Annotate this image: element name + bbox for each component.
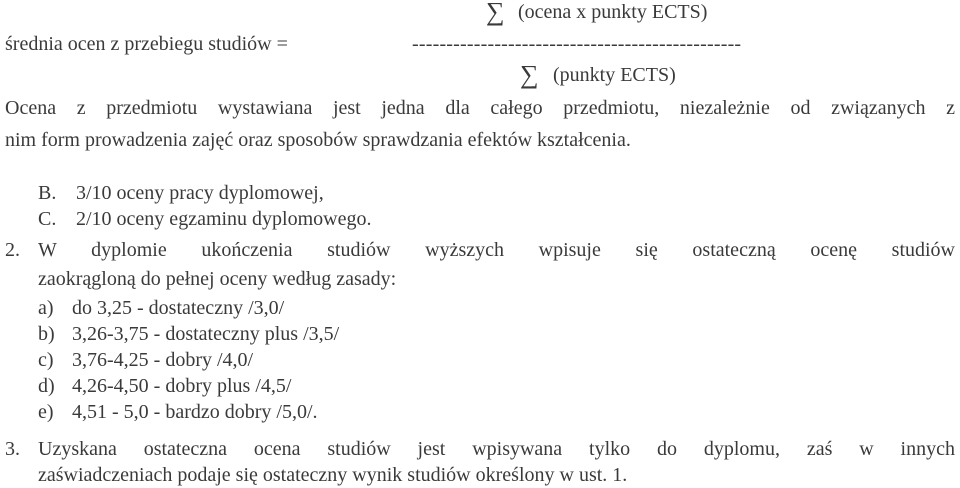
section2-line2: zaokrągloną do pełnej oceny według zasady:	[38, 268, 397, 290]
formula-fraction-bar: ------------------------------------------------	[412, 33, 742, 55]
grade-scale-text: 3,76-4,25 - dobry /4,0/	[72, 349, 254, 371]
grade-scale-marker: e)	[38, 401, 54, 423]
section2-line1: W dyplomie ukończenia studiów wyższych wpisuje się ostateczną ocenę studiów	[38, 239, 955, 261]
formula-lhs: średnia ocen z przebiegu studiów =	[5, 33, 288, 55]
grade-scale-text: 4,51 - 5,0 - bardzo dobry /5,0/.	[72, 401, 318, 423]
grade-scale-marker: a)	[38, 297, 54, 319]
section-number: 3.	[5, 438, 20, 460]
section3-line1: Uzyskana ostateczna ocena studiów jest wpisywana tylko do dyplomu, zaś w innych	[38, 438, 955, 460]
component-marker: C.	[38, 208, 57, 230]
grade-scale-text: 3,26-3,75 - dostateczny plus /3,5/	[72, 323, 340, 345]
sum-icon: ∑	[486, 0, 505, 26]
formula-numerator: (ocena x punkty ECTS)	[518, 1, 708, 23]
sum-icon: ∑	[520, 60, 539, 89]
component-marker: B.	[38, 182, 57, 204]
component-text: 2/10 oceny egzaminu dyplomowego.	[76, 208, 372, 230]
section-number: 2.	[5, 239, 20, 261]
grade-scale-marker: d)	[38, 375, 55, 397]
grade-scale-text: 4,26-4,50 - dobry plus /4,5/	[72, 375, 292, 397]
grade-scale-text: do 3,25 - dostateczny /3,0/	[72, 297, 285, 319]
assessment-paragraph-line1: Ocena z przedmiotu wystawiana jest jedna dla całego przedmiotu, niezależnie od związanych z	[5, 97, 955, 119]
section3-line2: zaświadczeniach podaje się ostateczny wynik studiów określony w ust. 1.	[38, 464, 628, 486]
formula-denominator: (punkty ECTS)	[553, 64, 676, 86]
grade-scale-marker: c)	[38, 349, 54, 371]
assessment-paragraph-line2: nim form prowadzenia zajęć oraz sposobów sprawdzania efektów kształcenia.	[5, 129, 631, 151]
grade-scale-marker: b)	[38, 323, 55, 345]
component-text: 3/10 oceny pracy dyplomowej,	[76, 182, 324, 204]
